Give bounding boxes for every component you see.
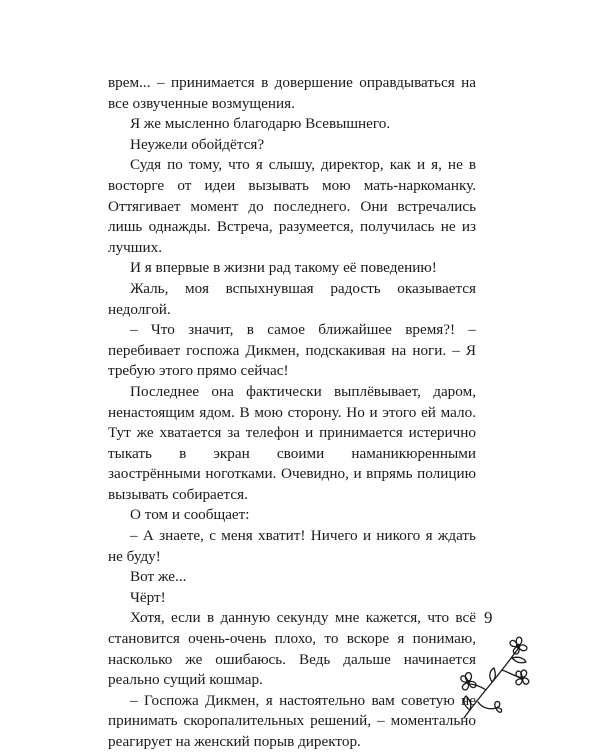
paragraph: – А знаете, с меня хватит! Ничего и никого я ждать не буду! [108, 527, 476, 565]
paragraph: О том и сообщает: [130, 506, 250, 524]
paragraph: Хотя, если в данную секунду мне кажется, что всё становится очень-очень плохо, то вскоре я понимаю, насколько же ошибаюсь. Ведь дальше начинается реально сущий кошмар. [108, 609, 476, 689]
paragraph: – Что значит, в самое ближайшее время?! – перебивает госпожа Дикмен, подскакивая на ноги. – Я требую этого прямо сейчас! [108, 321, 476, 380]
body-text [108, 73, 476, 753]
paragraph: – Госпожа Дикмен, я настоятельно вам советую не принимать скоропалительных решений, – моментально реагирует на женский порыв директор. [108, 691, 476, 750]
paragraph: врем... – принимается в довершение оправдываться на все озвученные возмущения. [108, 74, 476, 112]
paragraph: Я же мысленно благодарю Всевышнего. [130, 115, 391, 133]
paragraph: Судя по тому, что я слышу, директор, как и я, не в восторге от идеи вызывать мою мать-наркоманку. Оттягивает момент до последнего. Они встречались лишь однажды. Встреча, разумеется, получилась не из лучших. [108, 156, 476, 256]
paragraph: И я впервые в жизни рад такому её поведению! [130, 259, 437, 277]
paragraph: Последнее она фактически выплёвывает, даром, ненастоящим ядом. В мою сторону. Но и этого ей мало. Тут же хватается за телефон и принимается истерично тыкать в экран своими наманикюренными заострёнными ноготками. Очевидно, и впрямь полицию вызывать собирается. [108, 382, 476, 503]
page-number: 9 [484, 608, 493, 627]
paragraph: Неужели обойдётся? [130, 135, 265, 153]
paragraph: Вот же... [130, 568, 187, 586]
paragraph: Чёрт! [130, 588, 166, 606]
paragraph: Жаль, моя вспыхнувшая радость оказывается недолгой. [108, 279, 476, 318]
floral-sprig-icon [456, 634, 532, 722]
